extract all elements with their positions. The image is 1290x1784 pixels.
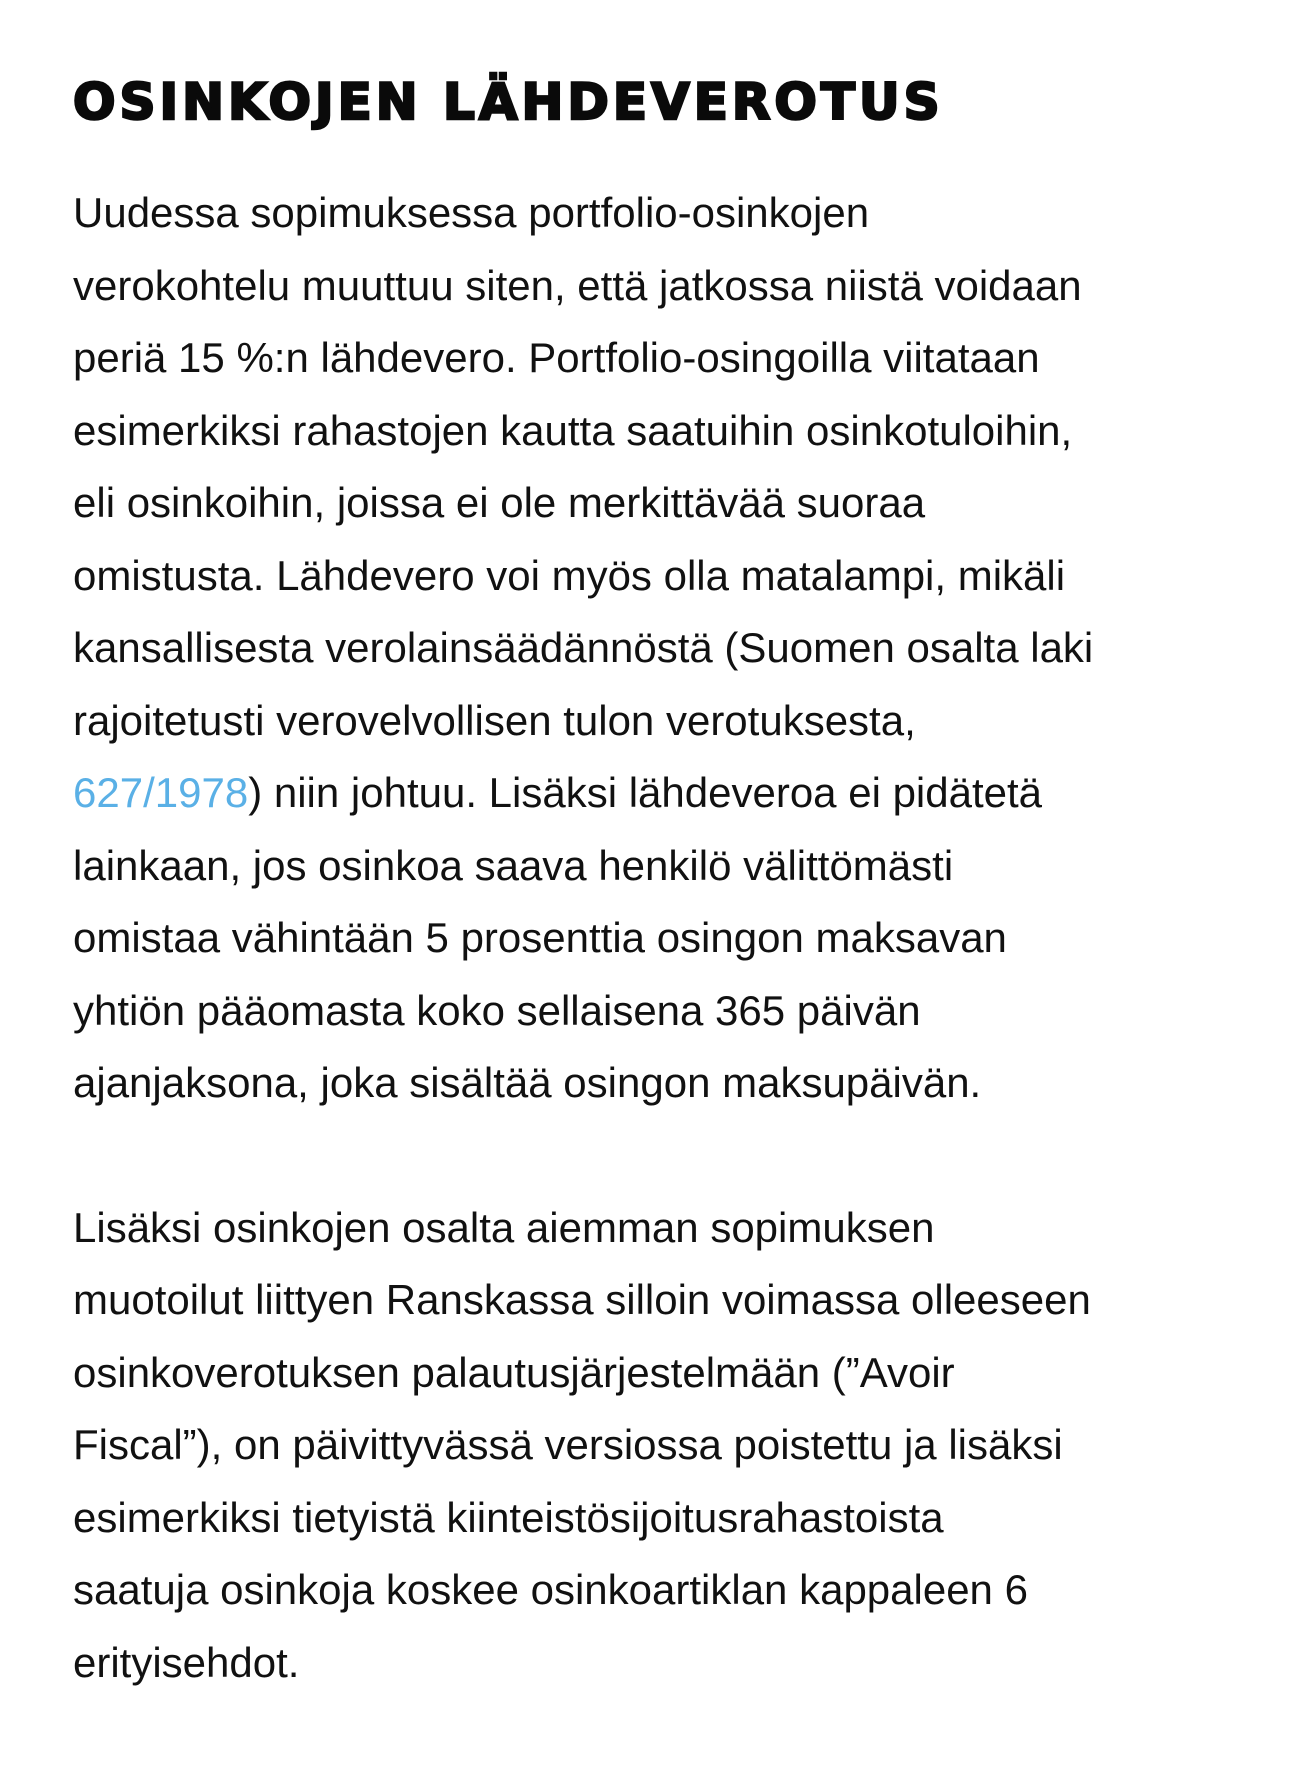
paragraph-line: omistaa vähintään 5 prosenttia osingon maksavan <box>73 914 1007 961</box>
paragraph-line: osinkoverotuksen palautusjärjestelmään (”Avoir <box>73 1348 955 1396</box>
paragraph-line: kansallisesta verolainsäädännöstä (Suomen osalta laki <box>73 624 1094 671</box>
paragraph-line: Lisäksi osinkojen osalta aiemman sopimuksen <box>73 1203 935 1251</box>
paragraph-line-with-link <box>73 757 1233 830</box>
law-reference-link[interactable]: 627/1978 <box>73 769 249 816</box>
paragraph-withholding-tax <box>73 177 1233 1120</box>
paragraph-line: yhtiön pääomasta koko sellaisena 365 päivän <box>73 986 921 1034</box>
paragraph-line: esimerkiksi rahastojen kautta saatuihin osinkotuloihin, <box>73 406 1073 454</box>
paragraph-line: Uudessa sopimuksessa portfolio-osinkojen <box>73 189 870 236</box>
paragraph-line: saatuja osinkoja koskee osinkoartiklan kappaleen 6 <box>73 1566 1028 1613</box>
section-heading: OSINKOJEN LÄHDEVEROTUS <box>73 73 944 131</box>
paragraph-line: lainkaan, jos osinkoa saava henkilö välittömästi <box>73 841 954 889</box>
paragraph-line: ajanjaksona, joka sisältää osingon maksupäivän. <box>73 1059 982 1106</box>
paragraph-line: periä 15 %:n lähdevero. Portfolio-osingoilla viitataan <box>73 334 1040 381</box>
paragraph-line: Fiscal”), on päivittyvässä versiossa poistettu ja lisäksi <box>73 1421 1063 1468</box>
paragraph-line: omistusta. Lähdevero voi myös olla matalampi, mikäli <box>73 551 1066 599</box>
paragraph-line: verokohtelu muuttuu siten, että jatkossa niistä voidaan <box>73 261 1082 309</box>
paragraph-line: rajoitetusti verovelvollisen tulon verotuksesta, <box>73 696 916 744</box>
paragraph-text: ) niin johtuu. Lisäksi lähdeveroa ei pidätetä <box>248 769 1043 816</box>
paragraph-line: eli osinkoihin, joissa ei ole merkittävää suoraa <box>73 479 926 526</box>
article <box>73 0 1233 1699</box>
paragraph-line: erityisehdot. <box>73 1638 300 1686</box>
paragraph-line: muotoilut liittyen Ranskassa silloin voimassa olleeseen <box>73 1276 1091 1323</box>
paragraph-avoir-fiscal <box>73 1192 1233 1700</box>
paragraph-line: esimerkiksi tietyistä kiinteistösijoitusrahastoista <box>73 1493 944 1541</box>
